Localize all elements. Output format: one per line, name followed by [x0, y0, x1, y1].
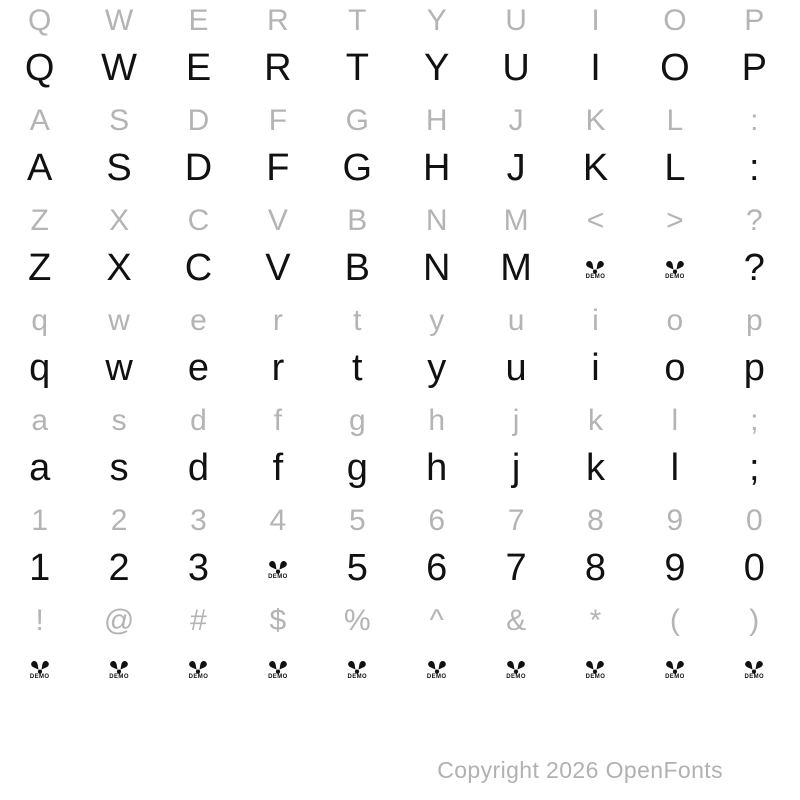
specimen-row [0, 246, 794, 300]
specimen-glyph: 6 [426, 546, 448, 589]
reference-glyph: N [425, 204, 448, 237]
reference-glyph: s [111, 404, 127, 437]
reference-glyph: # [190, 604, 207, 637]
specimen-glyph: P [741, 46, 767, 89]
reference-glyph: & [506, 604, 527, 637]
reference-glyph: M [503, 204, 529, 237]
specimen-glyph: 8 [584, 546, 607, 589]
specimen-row [0, 546, 794, 600]
demo-glyph-icon [583, 660, 607, 680]
specimen-glyph: L [664, 146, 686, 189]
demo-glyph-icon [345, 660, 369, 680]
specimen-glyph: D [184, 146, 213, 189]
reference-glyph: f [273, 404, 283, 437]
specimen-glyph: G [342, 146, 373, 189]
reference-glyph: A [29, 104, 50, 137]
glyph-row-pair [0, 100, 794, 200]
demo-glyph-cell [318, 643, 397, 693]
reference-glyph: u [507, 304, 525, 337]
reference-glyph: Q [28, 4, 52, 37]
specimen-glyph: w [105, 346, 133, 389]
specimen-glyph: h [426, 446, 448, 489]
reference-glyph: ? [745, 204, 763, 237]
reference-glyph: H [425, 104, 448, 137]
reference-glyph: 8 [587, 504, 604, 537]
specimen-glyph: i [591, 346, 600, 389]
specimen-glyph: e [187, 346, 210, 389]
specimen-glyph: 7 [505, 546, 527, 589]
reference-glyph: < [586, 204, 605, 237]
specimen-glyph: Q [24, 46, 55, 89]
specimen-glyph: ; [749, 446, 760, 489]
reference-glyph: k [587, 404, 603, 437]
reference-glyph: ( [669, 604, 680, 637]
specimen-glyph: 5 [346, 546, 368, 589]
specimen-glyph: V [265, 246, 291, 289]
specimen-glyph: ? [743, 246, 765, 289]
reference-glyph: 9 [666, 504, 684, 537]
reference-glyph: d [190, 404, 207, 437]
specimen-glyph: S [106, 146, 132, 189]
specimen-glyph: p [743, 346, 765, 389]
specimen-row [0, 446, 794, 500]
specimen-row [0, 146, 794, 200]
specimen-glyph: d [187, 446, 210, 489]
reference-glyph: @ [103, 604, 135, 637]
reference-glyph: Y [426, 4, 447, 37]
specimen-glyph: M [500, 246, 532, 289]
reference-glyph: 6 [428, 504, 446, 537]
demo-glyph-cell [635, 243, 714, 293]
specimen-glyph: U [502, 46, 530, 89]
specimen-glyph: f [272, 446, 284, 489]
demo-glyph-label: DEMO [665, 274, 685, 280]
reference-glyph: ! [35, 604, 44, 637]
specimen-glyph: 9 [664, 546, 686, 589]
reference-glyph: R [267, 4, 289, 37]
glyph-row-pair [0, 600, 794, 700]
glyph-row-pair [0, 300, 794, 400]
reference-glyph: T [348, 4, 367, 37]
reference-glyph: ; [750, 404, 759, 437]
reference-glyph: o [666, 304, 684, 337]
specimen-glyph: J [506, 146, 526, 189]
demo-glyph-cell [397, 643, 476, 693]
demo-glyph-cell [159, 643, 238, 693]
demo-glyph-icon [266, 660, 290, 680]
glyph-row-pair [0, 500, 794, 600]
reference-glyph: e [190, 304, 207, 337]
specimen-glyph: r [271, 346, 285, 389]
reference-glyph: X [109, 204, 130, 237]
specimen-glyph: N [422, 246, 451, 289]
demo-glyph-label: DEMO [109, 674, 129, 680]
reference-glyph: L [666, 104, 684, 137]
demo-glyph-label: DEMO [665, 674, 685, 680]
specimen-glyph: O [660, 46, 690, 89]
demo-glyph-cell [476, 643, 555, 693]
specimen-row [0, 346, 794, 400]
demo-glyph-cell [238, 543, 317, 593]
reference-glyph: 1 [31, 504, 49, 537]
reference-glyph: F [268, 104, 288, 137]
specimen-glyph: k [585, 446, 605, 489]
demo-glyph-cell [238, 643, 317, 693]
reference-glyph: B [347, 204, 368, 237]
demo-glyph-cell [556, 243, 635, 293]
reference-glyph: q [31, 304, 49, 337]
demo-glyph-icon [504, 660, 528, 680]
specimen-glyph: E [185, 46, 212, 89]
reference-glyph: 0 [745, 504, 763, 537]
specimen-glyph: X [106, 246, 132, 289]
specimen-glyph: W [101, 46, 138, 89]
reference-glyph: 4 [269, 504, 287, 537]
reference-glyph: : [750, 104, 759, 137]
specimen-glyph: 2 [108, 546, 130, 589]
reference-glyph: I [591, 4, 600, 37]
glyph-row-pair [0, 200, 794, 300]
specimen-glyph: Y [424, 46, 450, 89]
reference-glyph: U [505, 4, 527, 37]
demo-glyph-label: DEMO [585, 274, 606, 280]
specimen-glyph: F [266, 146, 290, 189]
specimen-glyph: y [427, 346, 447, 389]
demo-glyph-label: DEMO [188, 674, 209, 680]
reference-glyph: % [343, 604, 371, 637]
demo-glyph-icon [583, 260, 607, 280]
demo-glyph-cell [715, 643, 794, 693]
specimen-glyph: : [749, 146, 760, 189]
demo-glyph-icon [186, 660, 210, 680]
specimen-glyph: R [264, 46, 292, 89]
reference-glyph: G [345, 104, 369, 137]
glyph-row-pair [0, 0, 794, 100]
specimen-glyph: 0 [743, 546, 765, 589]
demo-glyph-label: DEMO [29, 674, 50, 680]
demo-glyph-icon [742, 660, 766, 680]
reference-glyph: Z [30, 204, 49, 237]
demo-glyph-cell [556, 643, 635, 693]
demo-glyph-cell [0, 643, 79, 693]
demo-glyph-icon [107, 660, 131, 680]
reference-glyph: 5 [348, 504, 366, 537]
reference-glyph: S [109, 104, 130, 137]
reference-glyph: w [108, 304, 130, 337]
demo-glyph-icon [28, 660, 52, 680]
demo-glyph-label: DEMO [268, 574, 288, 580]
demo-glyph-icon [425, 660, 449, 680]
demo-glyph-label: DEMO [347, 674, 368, 680]
reference-glyph: W [104, 4, 134, 37]
reference-glyph: p [745, 304, 763, 337]
specimen-glyph: 3 [187, 546, 210, 589]
reference-glyph: 7 [507, 504, 525, 537]
reference-glyph: h [428, 404, 446, 437]
reference-glyph: 2 [110, 504, 128, 537]
reference-glyph: $ [269, 604, 287, 637]
specimen-glyph: T [345, 46, 369, 89]
reference-glyph: K [585, 104, 606, 137]
reference-glyph: E [188, 4, 209, 37]
demo-glyph-label: DEMO [268, 674, 288, 680]
reference-glyph: l [671, 404, 679, 437]
demo-glyph-label: DEMO [585, 674, 606, 680]
demo-glyph-cell [635, 643, 714, 693]
reference-glyph: ^ [429, 604, 444, 637]
specimen-glyph: t [352, 346, 363, 389]
reference-glyph: g [348, 404, 366, 437]
reference-glyph: D [187, 104, 210, 137]
glyph-row-pair [0, 400, 794, 500]
specimen-row [0, 46, 794, 100]
specimen-glyph: 1 [29, 546, 51, 589]
specimen-row [0, 650, 794, 700]
reference-glyph: P [744, 4, 765, 37]
specimen-glyph: B [344, 246, 370, 289]
specimen-glyph: o [664, 346, 686, 389]
reference-glyph: r [272, 304, 283, 337]
reference-glyph: 3 [190, 504, 207, 537]
demo-glyph-icon [663, 660, 687, 680]
reference-glyph: * [589, 604, 602, 637]
reference-glyph: y [429, 304, 445, 337]
reference-glyph: t [353, 304, 362, 337]
specimen-glyph: u [505, 346, 527, 389]
specimen-glyph: s [109, 446, 129, 489]
specimen-glyph: a [29, 446, 51, 489]
specimen-glyph: j [511, 446, 521, 489]
specimen-glyph: K [582, 146, 609, 189]
reference-glyph: a [31, 404, 49, 437]
reference-glyph: J [508, 104, 524, 137]
specimen-glyph: H [422, 146, 451, 189]
reference-glyph: i [592, 304, 599, 337]
copyright-text: Copyright 2026 OpenFonts [437, 757, 723, 783]
reference-glyph: V [267, 204, 288, 237]
specimen-glyph: Z [28, 246, 52, 289]
reference-glyph: j [512, 404, 520, 437]
specimen-glyph: A [27, 146, 53, 189]
specimen-glyph: l [670, 446, 680, 489]
specimen-glyph: C [184, 246, 213, 289]
demo-glyph-label: DEMO [506, 674, 526, 680]
demo-glyph-label: DEMO [426, 674, 447, 680]
reference-glyph: ) [749, 604, 760, 637]
demo-glyph-cell [79, 643, 158, 693]
reference-glyph: C [187, 204, 210, 237]
reference-glyph: > [666, 204, 684, 237]
specimen-glyph: g [346, 446, 368, 489]
specimen-glyph: q [29, 346, 51, 389]
reference-glyph: O [663, 4, 687, 37]
demo-glyph-icon [663, 260, 687, 280]
demo-glyph-icon [266, 560, 290, 580]
demo-glyph-label: DEMO [744, 674, 765, 680]
specimen-glyph: I [590, 46, 601, 89]
